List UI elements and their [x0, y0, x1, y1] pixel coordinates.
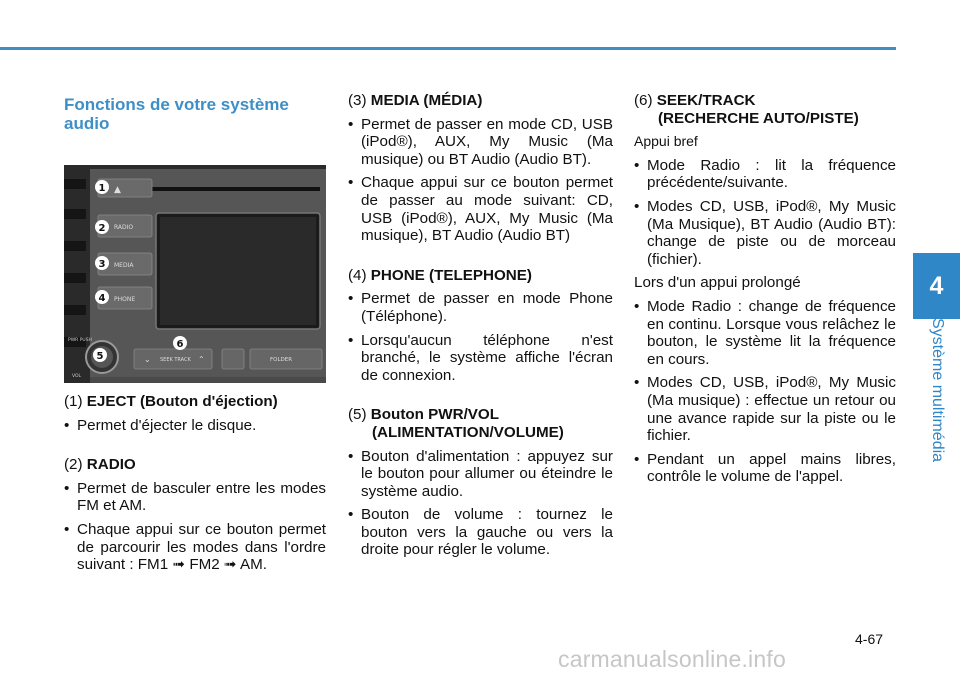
callout-5: 5 [96, 351, 104, 362]
section-title: PHONE (TELEPHONE) [370, 266, 532, 284]
list-item: • Pendant un appel mains libres, contrôle le volume de l'appel. [634, 451, 896, 486]
bullet-list [634, 157, 896, 269]
section-title-2: (RECHERCHE AUTO/PISTE) [658, 109, 859, 127]
section-seek-track: (6) SEEK/TRACK (RECHERCHE AUTO/PISTE) Appui bref • Mode Radio : lit la fréquence précédente/suivante. • Modes CD, USB, iPod®, My Music (Ma Musique), BT Audio (Audio BT): change de piste ou de morceau (fichier). Lors d'un appui prolongé • Mode Radio : change de fréquence en continu. Lorsque vous relâchez le bouton, le système lit la fréquence en cours. • Modes CD, USB, iPod®, My Music (Ma musique) : effectue un retour ou une avance rapide sur la piste ou le fichier. • Pendant un appel mains libres, contrôle le volume de l'appel. [634, 92, 896, 486]
section-title: EJECT (Bouton d'éjection) [86, 393, 278, 410]
media-button-label: MEDIA [114, 262, 134, 269]
callout-6: 6 [176, 339, 184, 350]
list-item: • Lorsqu'aucun téléphone n'est branché, le système affiche l'écran de connexion. [348, 332, 613, 385]
callout-4: 4 [98, 293, 106, 304]
chapter-number: 4 [929, 271, 944, 300]
watermark: carmanualsonline.info [558, 646, 786, 672]
section-pwr-vol: (5) Bouton PWR/VOL (ALIMENTATION/VOLUME) • Bouton d'alimentation : appuyez sur le bouton pour allumer ou éteindre le système audio. • Bouton de volume : tournez le bouton vers la gauche ou vers la droite pour régler le volume. [348, 406, 613, 559]
list-item: • Bouton d'alimentation : appuyez sur le bouton pour allumer ou éteindre le système audio. [348, 448, 613, 501]
short-press-heading: Appui bref [634, 133, 698, 150]
header-rule [0, 47, 896, 50]
bullet-list [348, 290, 613, 384]
svg-text:⌄: ⌄ [144, 355, 151, 364]
vol-label: VOL [72, 374, 82, 379]
svg-text:▲: ▲ [114, 185, 121, 195]
chapter-label: Système multimédia [929, 317, 946, 463]
bullet-list [634, 298, 896, 486]
section-media: (3) MEDIA (MÉDIA) • Permet de passer en mode CD, USB (iPod®), AUX, My Music (Ma musique) ou BT Audio (Audio BT). • Chaque appui sur ce bouton permet de passer au mode suivant: CD, USB (iPod®), AUX, My Music (Ma musique), BT Audio (Audio BT) [348, 92, 613, 245]
section-radio: (2) RADIO • Permet de basculer entre les modes FM et AM. • Chaque appui sur ce bouton permet de parcourir les modes dans l'ordre suivant : FM1 ➟ FM2 ➟ AM. [64, 456, 326, 574]
list-item: • Permet de passer en mode Phone (Téléphone). [348, 290, 613, 325]
section-title: Bouton PWR/VOL [370, 406, 500, 424]
list-item: • Permet de passer en mode CD, USB (iPod®), AUX, My Music (Ma musique) ou BT Audio (Audio BT). [348, 116, 613, 169]
list-item: • Chaque appui sur ce bouton permet de parcourir les modes dans l'ordre suivant : FM1 ➟ FM2 ➟ AM. [64, 521, 326, 574]
section-heading: Fonctions de votre système audio [64, 95, 289, 133]
column-3 [634, 92, 896, 492]
list-item: • Permet de basculer entre les modes FM et AM. [64, 480, 326, 515]
bullet-list [348, 448, 613, 560]
section-eject: (1) EJECT (Bouton d'éjection) • Permet d'éjecter le disque. [64, 393, 326, 434]
list-item: • Permet d'éjecter le disque. [64, 417, 326, 435]
long-press-heading: Lors d'un appui prolongé [634, 274, 801, 292]
bullet-list [348, 116, 613, 245]
column-2 [348, 92, 613, 565]
phone-button-label: PHONE [114, 296, 136, 303]
bullet-list [64, 480, 326, 574]
section-title-2: (ALIMENTATION/VOLUME) [372, 423, 564, 441]
audio-head-unit-photo [64, 165, 326, 383]
list-item: • Modes CD, USB, iPod®, My Music (Ma musique) : effectue un retour ou une avance rapide sur la piste ou le fichier. [634, 374, 896, 444]
folder-label: FOLDER [270, 357, 293, 363]
list-item: • Mode Radio : change de fréquence en continu. Lorsque vous relâchez le bouton, le système lit la fréquence en cours. [634, 298, 896, 368]
list-item: • Chaque appui sur ce bouton permet de passer au mode suivant: CD, USB (iPod®), AUX, My Music (Ma musique), BT Audio (Audio BT) [348, 174, 613, 244]
pwr-label: PWR PUSH [68, 338, 92, 343]
svg-text:⌃: ⌃ [198, 355, 205, 364]
bullet-list [64, 417, 326, 435]
section-title: SEEK/TRACK [656, 92, 756, 109]
callout-2: 2 [98, 223, 106, 234]
column-1 [64, 92, 326, 580]
seek-track-label: SEEK TRACK [160, 357, 191, 363]
section-phone: (4) PHONE (TELEPHONE) • Permet de passer en mode Phone (Téléphone). • Lorsqu'aucun téléphone n'est branché, le système affiche l'écran de connexion. [348, 267, 613, 385]
callout-1: 1 [98, 183, 106, 194]
section-title: RADIO [86, 456, 136, 474]
list-item: • Modes CD, USB, iPod®, My Music (Ma Musique), BT Audio (Audio BT): change de piste ou de morceau (fichier). [634, 198, 896, 268]
page-number: 4-67 [855, 631, 884, 647]
section-title: MEDIA (MÉDIA) [370, 92, 483, 109]
list-item: • Bouton de volume : tournez le bouton vers la gauche ou vers la droite pour régler le volume. [348, 506, 613, 559]
list-item: • Mode Radio : lit la fréquence précédente/suivante. [634, 157, 896, 192]
callout-3: 3 [98, 259, 106, 270]
radio-button-label: RADIO [114, 224, 134, 231]
